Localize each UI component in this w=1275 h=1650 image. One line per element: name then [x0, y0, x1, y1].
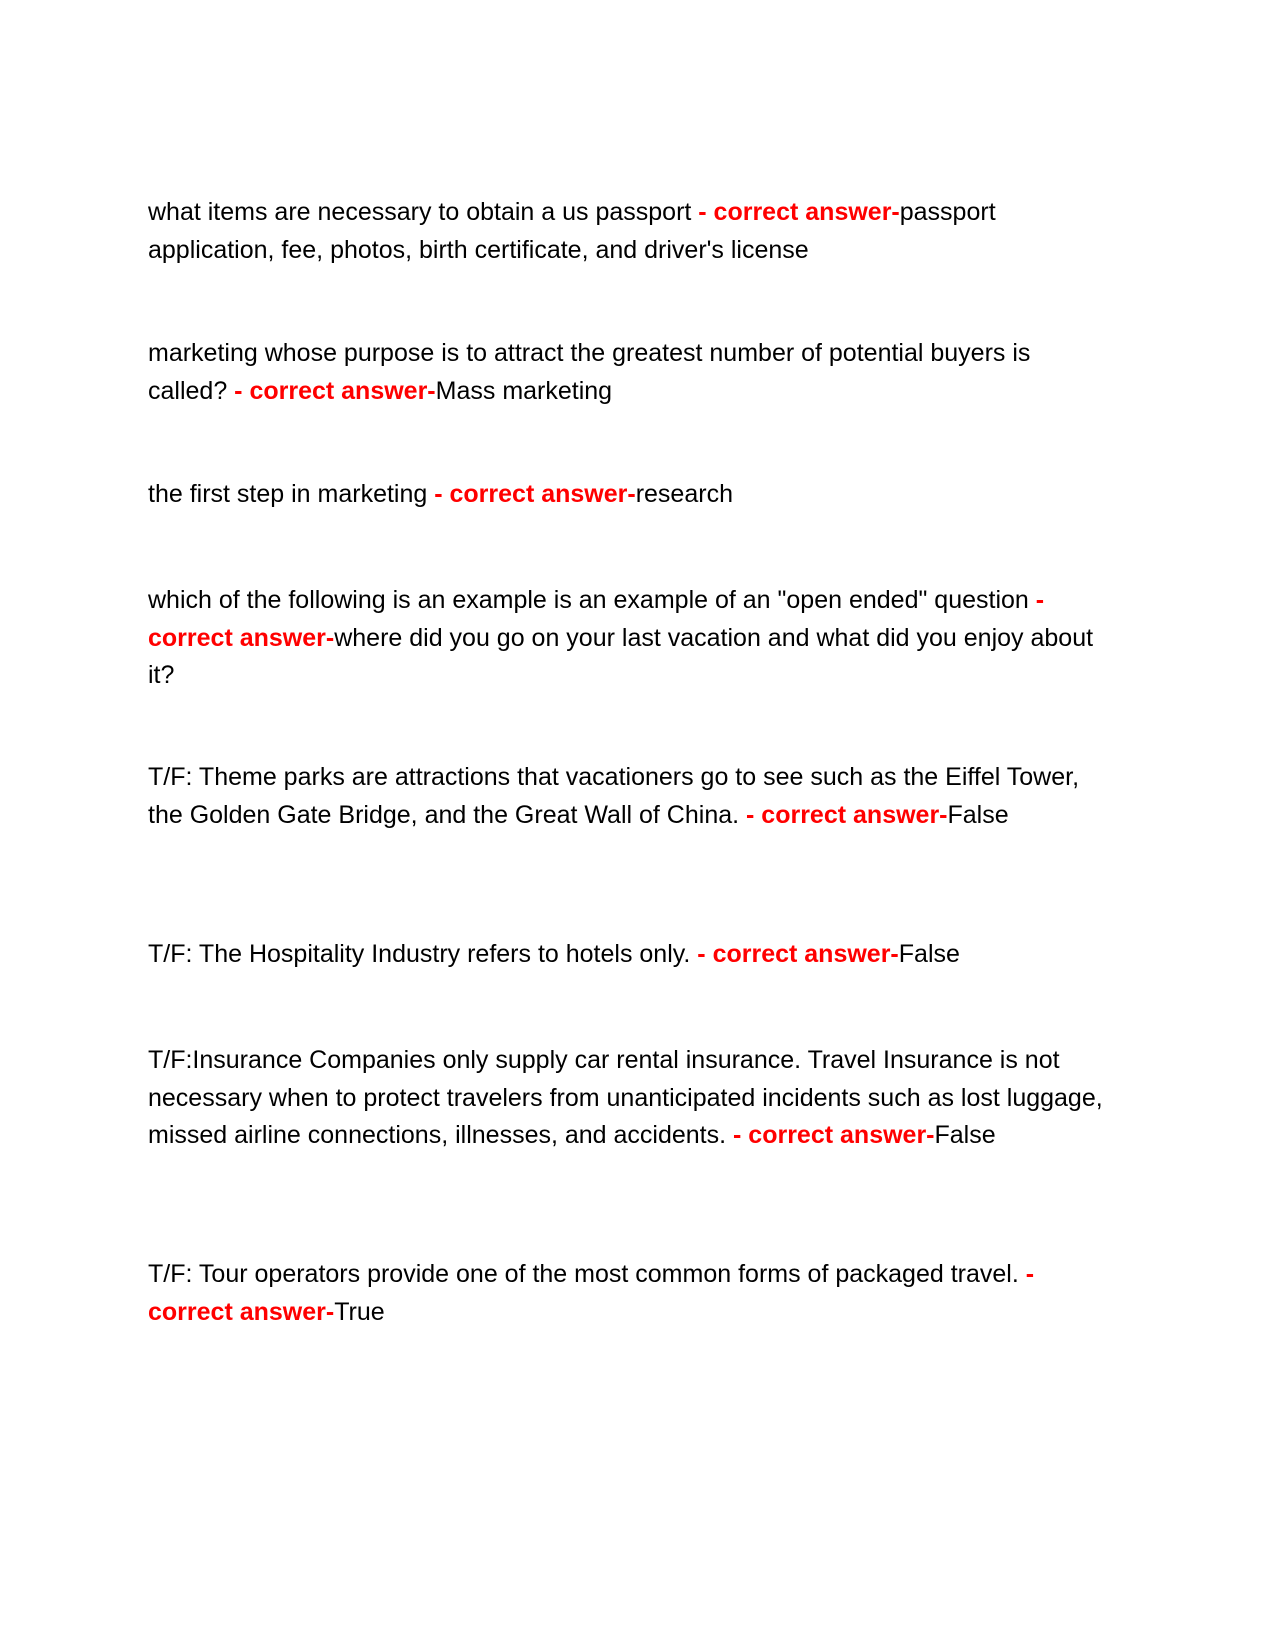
answer-text: False — [898, 940, 960, 968]
answer-text: False — [934, 1121, 996, 1149]
question-text: T/F: Theme parks are attractions that vacationers go to see such as the Eiffel Tower, the Golden Gate Bridge, and the Great Wall of China. — [148, 763, 1080, 829]
question-text: marketing whose purpose is to attract the greatest number of potential buyers is called? — [148, 339, 1031, 405]
qa-item-6 — [148, 936, 1108, 974]
correct-answer-marker: - correct answer- — [234, 376, 436, 405]
correct-answer-marker: - correct answer- — [746, 800, 948, 829]
qa-item-5 — [148, 759, 1108, 834]
correct-answer-marker: - correct answer- — [697, 940, 899, 968]
answer-text: True — [334, 1297, 385, 1326]
correct-answer-marker: - correct answer- — [733, 1121, 935, 1149]
question-text: the first step in marketing — [148, 480, 435, 508]
correct-answer-marker: - correct answer- — [698, 198, 900, 226]
qa-item-4 — [148, 582, 1108, 695]
answer-text: where did you go on your last vacation and what did you enjoy about it? — [148, 623, 1094, 689]
question-text: T/F: The Hospitality Industry refers to hotels only. — [148, 940, 698, 968]
answer-text: Mass marketing — [435, 376, 613, 405]
answer-text: research — [635, 480, 733, 508]
qa-item-2 — [148, 335, 1108, 410]
question-text: T/F:Insurance Companies only supply car rental insurance. Travel Insurance is not necessary when to protect travelers from unanticipated incidents such as lost luggage, missed airline connections, illnesses, and accidents. — [148, 1046, 1103, 1149]
question-text: which of the following is an example is an example of an "open ended" question — [148, 586, 1036, 614]
question-text: what items are necessary to obtain a us passport — [148, 198, 699, 226]
qa-item-8 — [148, 1256, 1108, 1331]
correct-answer-marker: - correct answer- — [434, 480, 636, 508]
answer-text: False — [947, 800, 1009, 829]
answer-text: passport application, fee, photos, birth certificate, and driver's license — [148, 198, 996, 264]
qa-item-3 — [148, 476, 1108, 514]
qa-item-7 — [148, 1042, 1108, 1155]
correct-answer-marker: - correct answer- — [148, 586, 1045, 652]
question-text: T/F: Tour operators provide one of the most common forms of packaged travel. — [148, 1260, 1026, 1288]
qa-item-1 — [148, 194, 1108, 269]
correct-answer-marker: - correct answer- — [148, 1260, 1035, 1326]
